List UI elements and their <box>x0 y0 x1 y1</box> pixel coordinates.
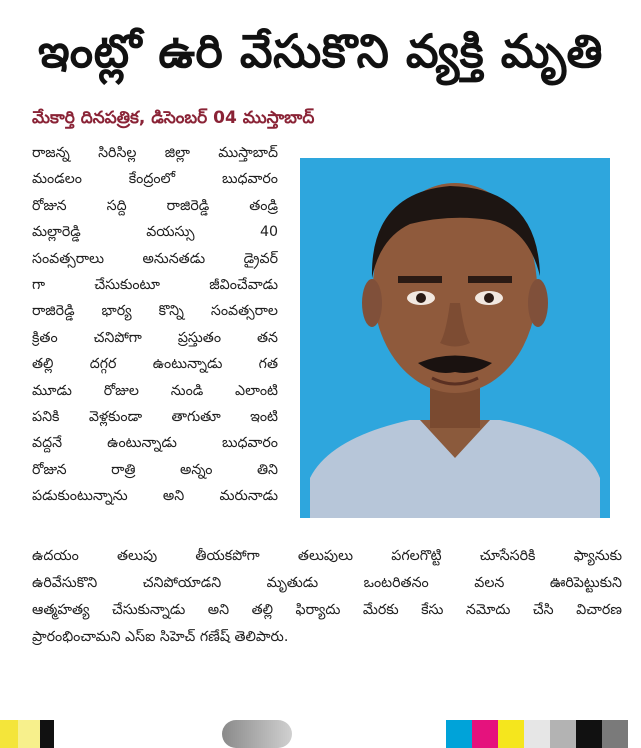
black-swatch <box>576 720 602 748</box>
registration-mark <box>222 720 292 748</box>
article-line: రాజన్న సిరిసిల్ల జిల్లా ముస్తాబాద్ <box>32 145 278 161</box>
article-line: మల్లారెడ్డి వయస్సు 40 <box>32 224 278 241</box>
light-yellow-swatch <box>18 720 40 748</box>
article-line: రోజున సద్ది రాజిరెడ్డి తండ్రి <box>32 197 278 214</box>
article-line: వద్దనే ఉంటున్నాడు బుధవారం <box>32 435 278 452</box>
headline: ఇంట్లో ఉరి వేసుకొని వ్యక్తి మృతి <box>38 24 603 78</box>
article-line: ఉరివేసుకొని చనిపోయాడని మృతుడు ఒంటరితనం వలన ఊరిపెట్టుకుని <box>32 575 622 591</box>
article-line: ప్రారంభించామని ఎస్ఐ సిహెచ్ గణేష్ తెలిపారు. <box>32 629 289 645</box>
article-line: క్రితం చనిపోగా ప్రస్తుతం తన <box>32 329 278 346</box>
article-line: గా చేసుకుంటూ జీవించేవాడు <box>32 276 278 293</box>
cyan-swatch <box>446 720 472 748</box>
article-line: ఉదయం తలుపు తీయకపోగా తలుపులు పగలగొట్టి చూసేసరికి ఫ్యానుకు <box>32 548 622 564</box>
yellow-swatch <box>498 720 524 748</box>
article-line: ఆత్మహత్య చేసుకున్నాడు అని తల్లి ఫిర్యాదు మేరకు కేసు నమోదు చేసి విచారణ <box>32 602 622 618</box>
article-line: మండలం కేంద్రంలో బుధవారం <box>32 171 278 188</box>
magenta-swatch <box>472 720 498 748</box>
person-portrait-illustration <box>300 158 610 518</box>
full-width-text <box>32 543 622 651</box>
article-line: మూడు రోజుల నుండి ఎలాంటి <box>32 382 278 399</box>
gray-swatch <box>550 720 576 748</box>
byline: మేకార్తి దినపత్రిక, డిసెంబర్ 04 ముస్తాబాద్ <box>32 108 315 128</box>
article-line: రోజున రాత్రి అన్నం తిని <box>32 461 278 478</box>
yellow-swatch <box>0 720 18 748</box>
article-line: సంవత్సరాలు అనునతడు డ్రైవర్ <box>32 250 278 267</box>
person-photo <box>300 158 610 518</box>
dark-gray-swatch <box>602 720 628 748</box>
print-color-bar <box>0 720 641 748</box>
light-gray-swatch <box>524 720 550 748</box>
article-line: పడుకుంటున్నాను అని మరునాడు <box>32 488 278 505</box>
article-line: పనికి వెళ్లకుండా తాగుతూ ఇంటి <box>32 408 278 425</box>
article-line: రాజిరెడ్డి భార్య కొన్ని సంవత్సరాల <box>32 303 278 320</box>
narrow-column-text <box>32 140 278 509</box>
article-line: తల్లి దగ్గర ఉంటున్నాడు గత <box>32 356 278 373</box>
black-swatch <box>40 720 54 748</box>
